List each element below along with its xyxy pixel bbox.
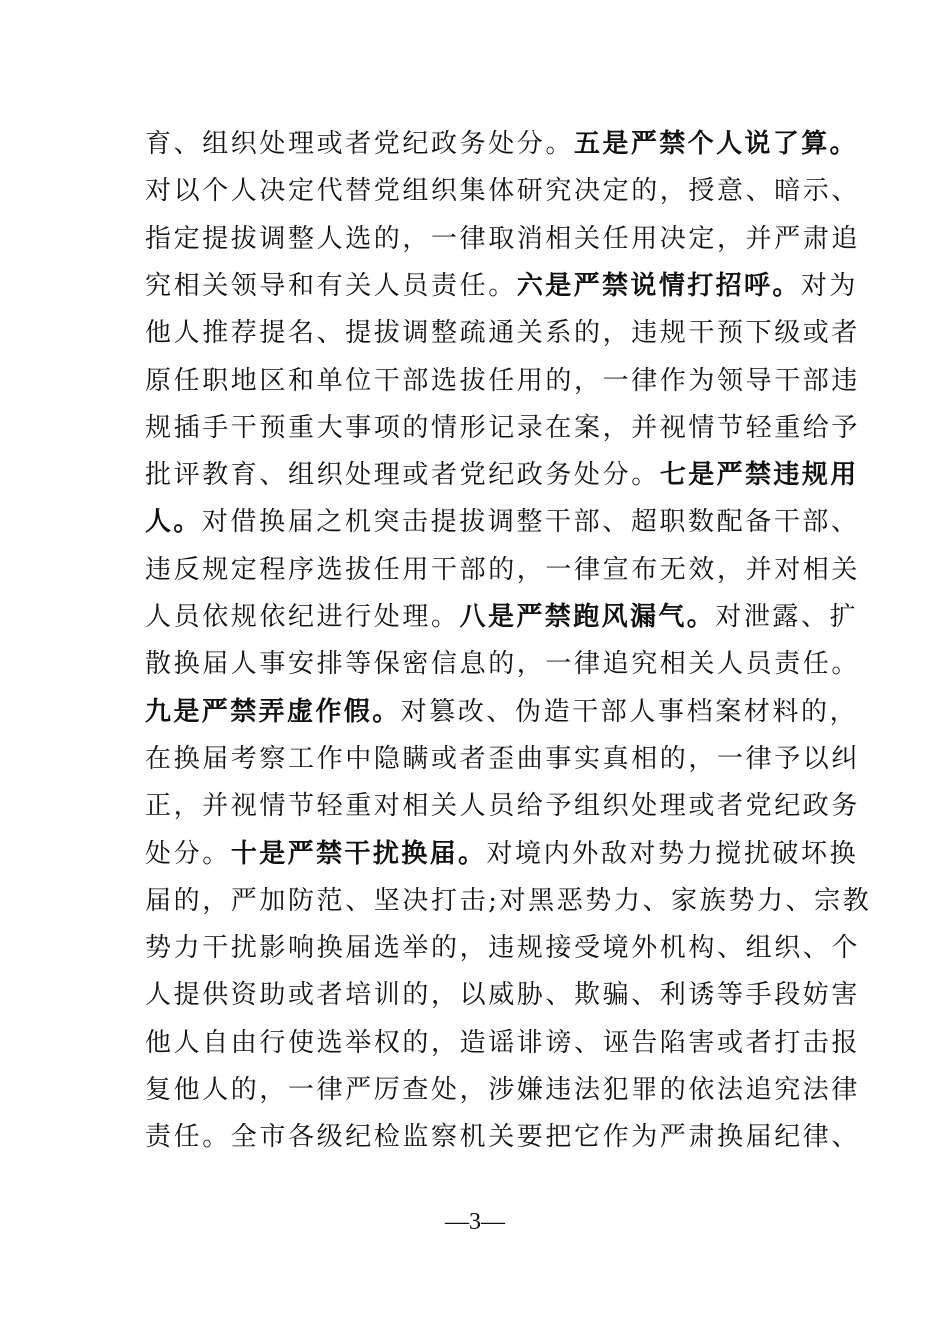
page-number: —3— bbox=[445, 1209, 505, 1235]
line-text: 育、组织处理或者党纪政务处分。 bbox=[145, 129, 575, 159]
line-text: 势力干扰影响换届选举的，违规接受境外机构、组织、个 bbox=[145, 933, 861, 964]
line-text: 正，并视情节轻重对相关人员给予组织处理或者党纪政务 bbox=[145, 791, 861, 822]
text-line bbox=[145, 834, 859, 874]
line-text: 规插手干预重大事项的情形记录在案，并视情节轻重给予 bbox=[145, 412, 861, 443]
line-text: 散换届人事安排等保密信息的，一律追究相关人员责任。 bbox=[145, 649, 861, 680]
line-text: 对以个人决定代替党组织集体研究决定的，授意、暗示、 bbox=[145, 176, 861, 207]
emphasized-heading: 人。 bbox=[145, 507, 202, 538]
emphasized-heading: 八是严禁跑风漏气。 bbox=[459, 602, 716, 632]
text-line bbox=[145, 1023, 861, 1063]
emphasized-heading: 十是严禁干扰换届。 bbox=[230, 838, 487, 869]
text-line bbox=[145, 1070, 861, 1110]
text-line bbox=[145, 219, 861, 259]
line-text: 届的，严加防范、坚决打击;对黑恶势力、家族势力、宗教 bbox=[145, 885, 872, 916]
line-text: 复他人的，一律严厉查处，涉嫌违法犯罪的依法追究法律 bbox=[145, 1075, 861, 1105]
text-line bbox=[145, 975, 861, 1015]
line-text: 人提供资助或者培训的，以威胁、欺骗、利诱等手段妨害 bbox=[145, 980, 861, 1011]
text-line bbox=[145, 171, 861, 211]
line-text: 究相关领导和有关人员责任。 bbox=[145, 270, 517, 301]
text-line bbox=[145, 313, 861, 353]
text-line bbox=[145, 502, 860, 542]
line-text-continued: 对篡改、伪造干部人事档案材料的， bbox=[400, 696, 859, 727]
line-text: 批评教育、组织处理或者党纪政务处分。 bbox=[145, 460, 660, 491]
text-line bbox=[145, 881, 872, 921]
line-text-continued: 对借换届之机突击提拔调整干部、超职数配备干部、 bbox=[201, 507, 860, 538]
line-text-continued: 对为 bbox=[800, 270, 859, 301]
line-text: 违反规定程序选拔任用干部的，一律宣布无效，并对相关 bbox=[145, 554, 861, 585]
line-text: 他人自由行使选举权的，造谣诽谤、诬告陷害或者打击报 bbox=[145, 1027, 861, 1058]
text-line bbox=[145, 928, 861, 968]
line-text: 处分。 bbox=[145, 838, 231, 869]
text-line bbox=[145, 739, 861, 779]
line-text-continued: 对泄露、扩 bbox=[715, 602, 859, 632]
text-line bbox=[145, 266, 859, 306]
text-line bbox=[145, 692, 859, 732]
emphasized-heading: 七是严禁违规用 bbox=[659, 460, 859, 491]
emphasized-heading: 五是严禁个人说了算。 bbox=[574, 129, 859, 159]
text-line bbox=[145, 124, 859, 164]
text-line bbox=[145, 550, 861, 590]
text-line bbox=[145, 1117, 861, 1157]
line-text: 责任。全市各级纪检监察机关要把它作为严肃换届纪律、 bbox=[145, 1122, 861, 1153]
emphasized-heading: 九是严禁弄虚作假。 bbox=[145, 696, 401, 727]
line-text: 人员依规依纪进行处理。 bbox=[145, 602, 460, 632]
text-line bbox=[145, 597, 859, 637]
text-line bbox=[145, 786, 861, 826]
emphasized-heading: 六是严禁说情打招呼。 bbox=[516, 270, 801, 301]
text-line bbox=[145, 644, 861, 684]
line-text: 指定提拔调整人选的，一律取消相关任用决定，并严肃追 bbox=[145, 223, 861, 254]
text-line bbox=[145, 408, 861, 448]
line-text: 他人推荐提名、提拔调整疏通关系的，违规干预下级或者 bbox=[145, 318, 861, 349]
text-line bbox=[145, 361, 861, 401]
text-line bbox=[145, 455, 859, 495]
line-text: 原任职地区和单位干部选拔任用的，一律作为领导干部违 bbox=[145, 365, 861, 396]
line-text: 在换届考察工作中隐瞒或者歪曲事实真相的，一律予以纠 bbox=[145, 743, 861, 774]
line-text-continued: 对境内外敌对势力搅扰破坏换 bbox=[486, 838, 859, 869]
